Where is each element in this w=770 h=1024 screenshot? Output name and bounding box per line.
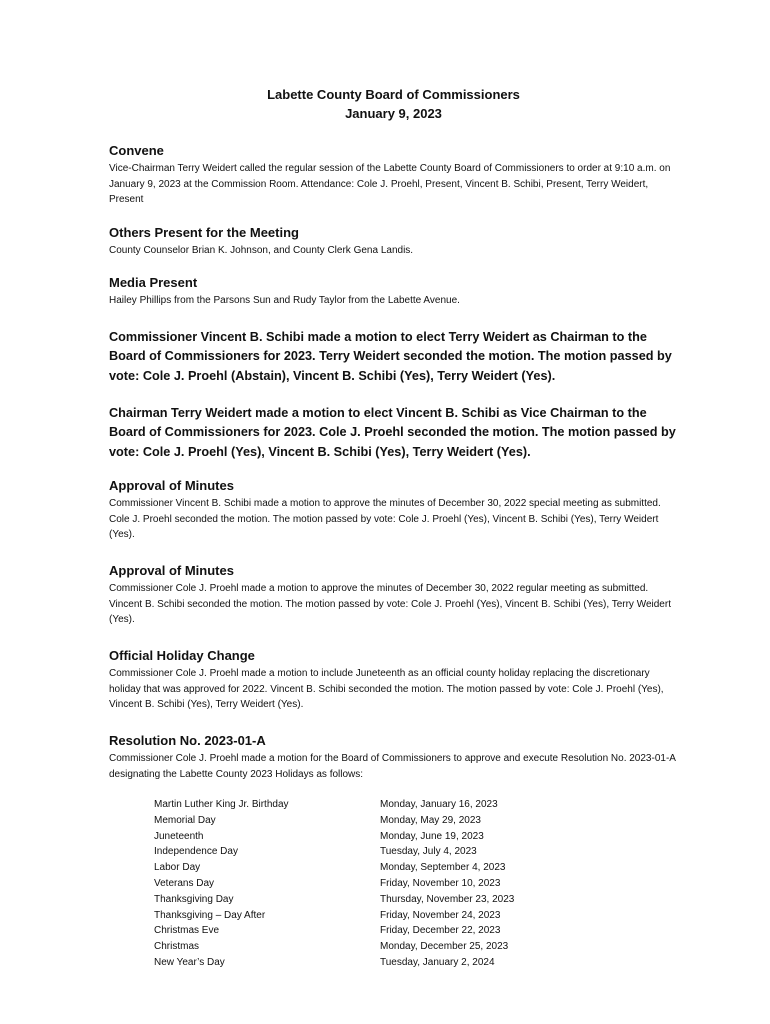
holiday-date: Tuesday, January 2, 2024 [380, 956, 495, 968]
resolution-section [109, 732, 681, 782]
others-present-text: County Counselor Brian K. Johnson, and County Clerk Gena Landis. [109, 245, 414, 256]
holiday-date: Friday, November 24, 2023 [380, 909, 501, 921]
convene-text: Vice-Chairman Terry Weidert called the regular session of the Labette County Board of Commissioners to order at 9:10 a.m. on January 9, 2023 at the Commission Room. Attendance: Cole J. Proehl, Present, Vincent B. Schibi, Present, Terry Weidert, Present [109, 163, 671, 206]
holiday-name: Martin Luther King Jr. Birthday [154, 799, 289, 810]
holiday-row [154, 955, 574, 971]
holiday-name: New Year’s Day [154, 956, 225, 968]
resolution-heading: Resolution No. 2023-01-A [109, 733, 266, 748]
holiday-date: Friday, December 22, 2023 [380, 925, 501, 937]
holiday-row [154, 923, 574, 939]
holiday-date: Monday, December 25, 2023 [380, 941, 509, 953]
holiday-row [154, 860, 574, 876]
holiday-row [154, 908, 574, 924]
official-holiday-change-text: Commissioner Cole J. Proehl made a motion to include Juneteenth as an official county holiday replacing the discretionary holiday that was approved for 2022. Vincent B. Schibi seconded the motion. The motion passed by vote: Cole J. Proehl (Yes), Vincent B. Schibi (Yes), Terry Weidert (Yes). [109, 668, 664, 711]
others-present-section [109, 224, 681, 259]
approval-minutes-heading-1: Approval of Minutes [109, 478, 234, 493]
holiday-name: Memorial Day [154, 814, 216, 826]
media-present-section [109, 274, 681, 309]
approval-minutes-text-2: Commissioner Cole J. Proehl made a motion to approve the minutes of December 30, 2022 regular meeting as submitted. Vincent B. Schibi seconded the motion. The motion passed by vote: Cole J. Proehl (Yes), Vincent B. Schibi (Yes), Terry Weidert (Yes). [109, 583, 671, 626]
official-holiday-change-section [109, 647, 681, 713]
resolution-text: Commissioner Cole J. Proehl made a motion for the Board of Commissioners to approve and execute Resolution No. 2023-01-A designating the Labette County 2023 Holidays as follows: [109, 753, 676, 780]
holiday-date: Monday, June 19, 2023 [380, 830, 484, 842]
approval-minutes-section-2 [109, 562, 681, 628]
holiday-name: Thanksgiving Day [154, 893, 234, 905]
media-present-heading: Media Present [109, 275, 198, 290]
holiday-row [154, 939, 574, 955]
holiday-list [154, 797, 574, 971]
holiday-name: Veterans Day [154, 877, 215, 889]
holiday-name: Labor Day [154, 862, 201, 874]
holiday-row [154, 829, 574, 845]
holiday-name: Independence Day [154, 846, 238, 858]
document-title: Labette County Board of Commissioners [267, 87, 520, 102]
convene-section [109, 142, 681, 208]
holiday-row [154, 813, 574, 829]
approval-minutes-heading-2: Approval of Minutes [109, 563, 234, 578]
others-present-heading: Others Present for the Meeting [109, 225, 299, 240]
holiday-row [154, 876, 574, 892]
approval-minutes-section-1 [109, 477, 681, 543]
holiday-date: Monday, January 16, 2023 [380, 799, 498, 810]
holiday-name: Thanksgiving – Day After [154, 909, 266, 921]
holiday-name: Christmas [154, 941, 200, 953]
official-holiday-change-heading: Official Holiday Change [109, 648, 255, 663]
holiday-date: Thursday, November 23, 2023 [380, 893, 515, 905]
holiday-name: Christmas Eve [154, 925, 220, 937]
holiday-row [154, 892, 574, 908]
convene-heading: Convene [109, 143, 164, 158]
holiday-date: Monday, May 29, 2023 [380, 814, 481, 826]
motion-elect-chairman: Commissioner Vincent B. Schibi made a motion to elect Terry Weidert as Chairman to the Board of Commissioners for 2023. Terry Weidert seconded the motion. The motion passed by vote: Cole J. Proehl (Abstain), Vincent B. Schibi (Yes), Terry Weidert (Yes). [109, 330, 672, 383]
holiday-date: Tuesday, July 4, 2023 [380, 846, 477, 858]
media-present-text: Hailey Phillips from the Parsons Sun and Rudy Taylor from the Labette Avenue. [109, 295, 460, 306]
holiday-date: Monday, September 4, 2023 [380, 862, 506, 874]
holiday-row [154, 797, 574, 813]
holiday-name: Juneteenth [154, 830, 204, 842]
holiday-date: Friday, November 10, 2023 [380, 877, 501, 889]
motion-elect-vice-chairman: Chairman Terry Weidert made a motion to elect Vincent B. Schibi as Vice Chairman to the Board of Commissioners for 2023. Cole J. Proehl seconded the motion. The motion passed by vote: Cole J. Proehl (Yes), Vincent B. Schibi (Yes), Terry Weidert (Yes). [109, 406, 676, 459]
approval-minutes-text-1: Commissioner Vincent B. Schibi made a motion to approve the minutes of December 30, 2022 special meeting as submitted. Cole J. Proehl seconded the motion. The motion passed by vote: Cole J. Proehl (Yes), Vincent B. Schibi (Yes), Terry Weidert (Yes). [109, 498, 661, 541]
holiday-row [154, 844, 574, 860]
meeting-date: January 9, 2023 [345, 106, 442, 121]
